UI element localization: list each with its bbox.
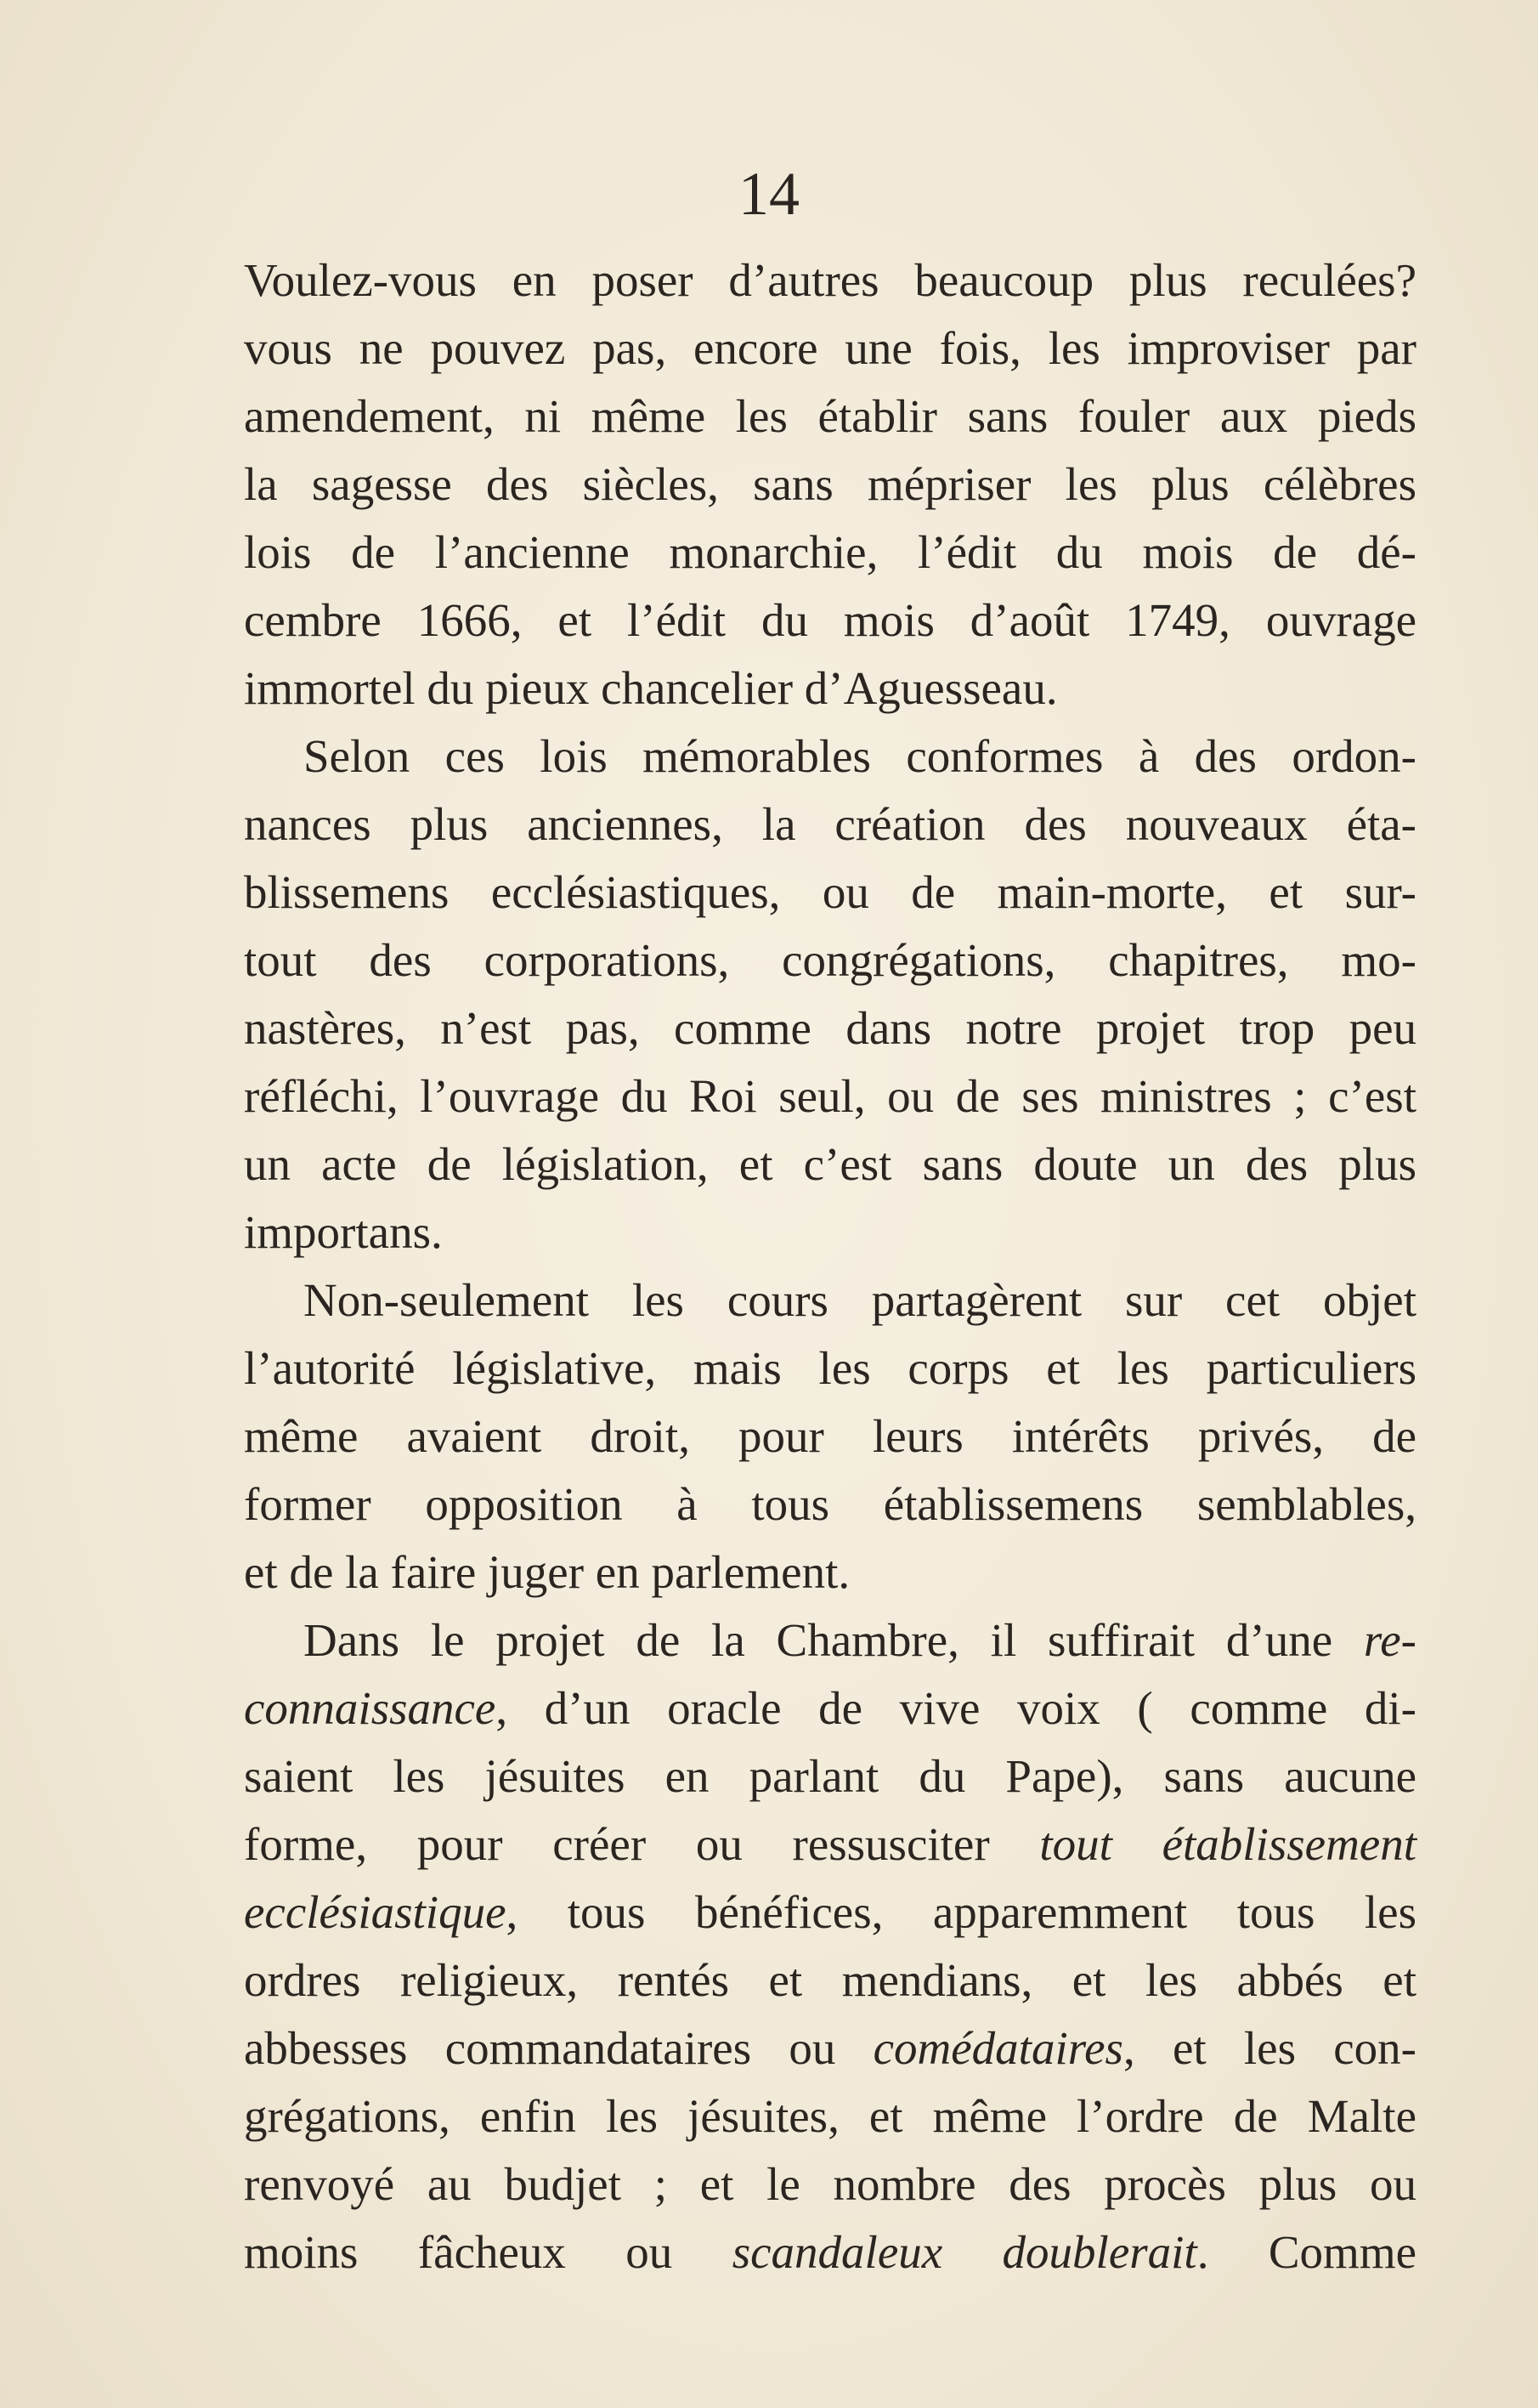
text-segment: même avaient droit, pour leurs intérêts privés, de [244, 1410, 1416, 1462]
text-segment: moins fâcheux ou [244, 2226, 732, 2278]
text-line [244, 1198, 1416, 1266]
text-line [244, 1334, 1416, 1402]
text-line [244, 518, 1416, 586]
text-line [244, 926, 1416, 994]
text-line [244, 450, 1416, 518]
text-segment: l’autorité législative, mais les corps et les particuliers [244, 1342, 1416, 1394]
text-line [244, 858, 1416, 926]
text-line [244, 1130, 1416, 1198]
text-segment: , et les con- [1122, 2022, 1416, 2074]
text-line [244, 2014, 1416, 2082]
text-segment: renvoyé au budjet ; et le nombre des procès plus ou [244, 2158, 1416, 2210]
text-segment: ordres religieux, rentés et mendians, et les abbés et [244, 1954, 1416, 2006]
text-line [244, 1810, 1416, 1878]
text-line [244, 654, 1416, 722]
text-segment: Selon ces lois mémorables conformes à des ordon- [303, 730, 1416, 782]
text-line [244, 722, 1416, 790]
text-line [244, 790, 1416, 858]
italic-text: connaissance [244, 1682, 496, 1734]
text-line [244, 1402, 1416, 1470]
text-line [244, 1470, 1416, 1538]
text-segment: abbesses commandataires ou [244, 2022, 874, 2074]
text-segment: tout des corporations, congrégations, chapitres, mo- [244, 934, 1416, 986]
text-line [244, 2150, 1416, 2218]
text-segment: blissemens ecclésiastiques, ou de main-morte, et sur- [244, 866, 1416, 918]
text-line [244, 1946, 1416, 2014]
text-segment: , tous bénéfices, apparemment tous les [506, 1886, 1416, 1938]
text-segment: vous ne pouvez pas, encore une fois, les improviser par [244, 322, 1416, 374]
text-line [244, 1538, 1416, 1606]
text-segment: cembre 1666, et l’édit du mois d’août 1749, ouvrage [244, 594, 1416, 646]
text-segment: nances plus anciennes, la création des nouveaux éta- [244, 798, 1416, 850]
body-text [244, 246, 1416, 2286]
text-segment: Non-seulement les cours partagèrent sur cet objet [303, 1274, 1416, 1326]
text-line [244, 1878, 1416, 1946]
text-segment: lois de l’ancienne monarchie, l’édit du mois de dé- [244, 526, 1416, 578]
text-segment: grégations, enfin les jésuites, et même l’ordre de Malte [244, 2090, 1416, 2142]
italic-text: tout établissement [1039, 1818, 1416, 1870]
italic-text: scandaleux doublerait [732, 2226, 1197, 2278]
text-segment: . Comme [1196, 2226, 1417, 2278]
text-line [244, 586, 1416, 654]
text-segment: et de la faire juger en parlement. [244, 1546, 851, 1598]
text-segment: nastères, n’est pas, comme dans notre projet trop peu [244, 1002, 1416, 1054]
text-line [244, 1266, 1416, 1334]
text-line [244, 1674, 1416, 1742]
text-line [244, 2218, 1416, 2286]
text-line [244, 2082, 1416, 2150]
text-segment: Voulez-vous en poser d’autres beaucoup plus reculées? [244, 254, 1416, 306]
page-number: 14 [738, 160, 800, 228]
text-line [244, 246, 1416, 314]
text-line [244, 1062, 1416, 1130]
text-line [244, 994, 1416, 1062]
text-segment: importans. [244, 1206, 443, 1258]
text-line [244, 382, 1416, 450]
text-segment: , d’un oracle de vive voix ( comme di- [495, 1682, 1416, 1734]
text-segment: un acte de législation, et c’est sans doute un des plus [244, 1138, 1416, 1190]
text-line [244, 1742, 1416, 1810]
text-segment: immortel du pieux chancelier d’Aguesseau. [244, 662, 1058, 714]
text-line [244, 314, 1416, 382]
text-segment: saient les jésuites en parlant du Pape), sans aucune [244, 1750, 1416, 1802]
text-segment: la sagesse des siècles, sans mépriser les plus célèbres [244, 458, 1416, 510]
italic-text: re- [1363, 1614, 1416, 1666]
text-segment: Dans le projet de la Chambre, il suffirait d’une [303, 1614, 1364, 1666]
text-segment: former opposition à tous établissemens semblables, [244, 1478, 1416, 1530]
italic-text: ecclésiastique [244, 1886, 506, 1938]
italic-text: comédataires [873, 2022, 1123, 2074]
text-line [244, 1606, 1416, 1674]
text-segment: forme, pour créer ou ressusciter [244, 1818, 1040, 1870]
text-segment: réfléchi, l’ouvrage du Roi seul, ou de ses ministres ; c’est [244, 1070, 1416, 1122]
text-segment: amendement, ni même les établir sans fouler aux pieds [244, 390, 1416, 442]
